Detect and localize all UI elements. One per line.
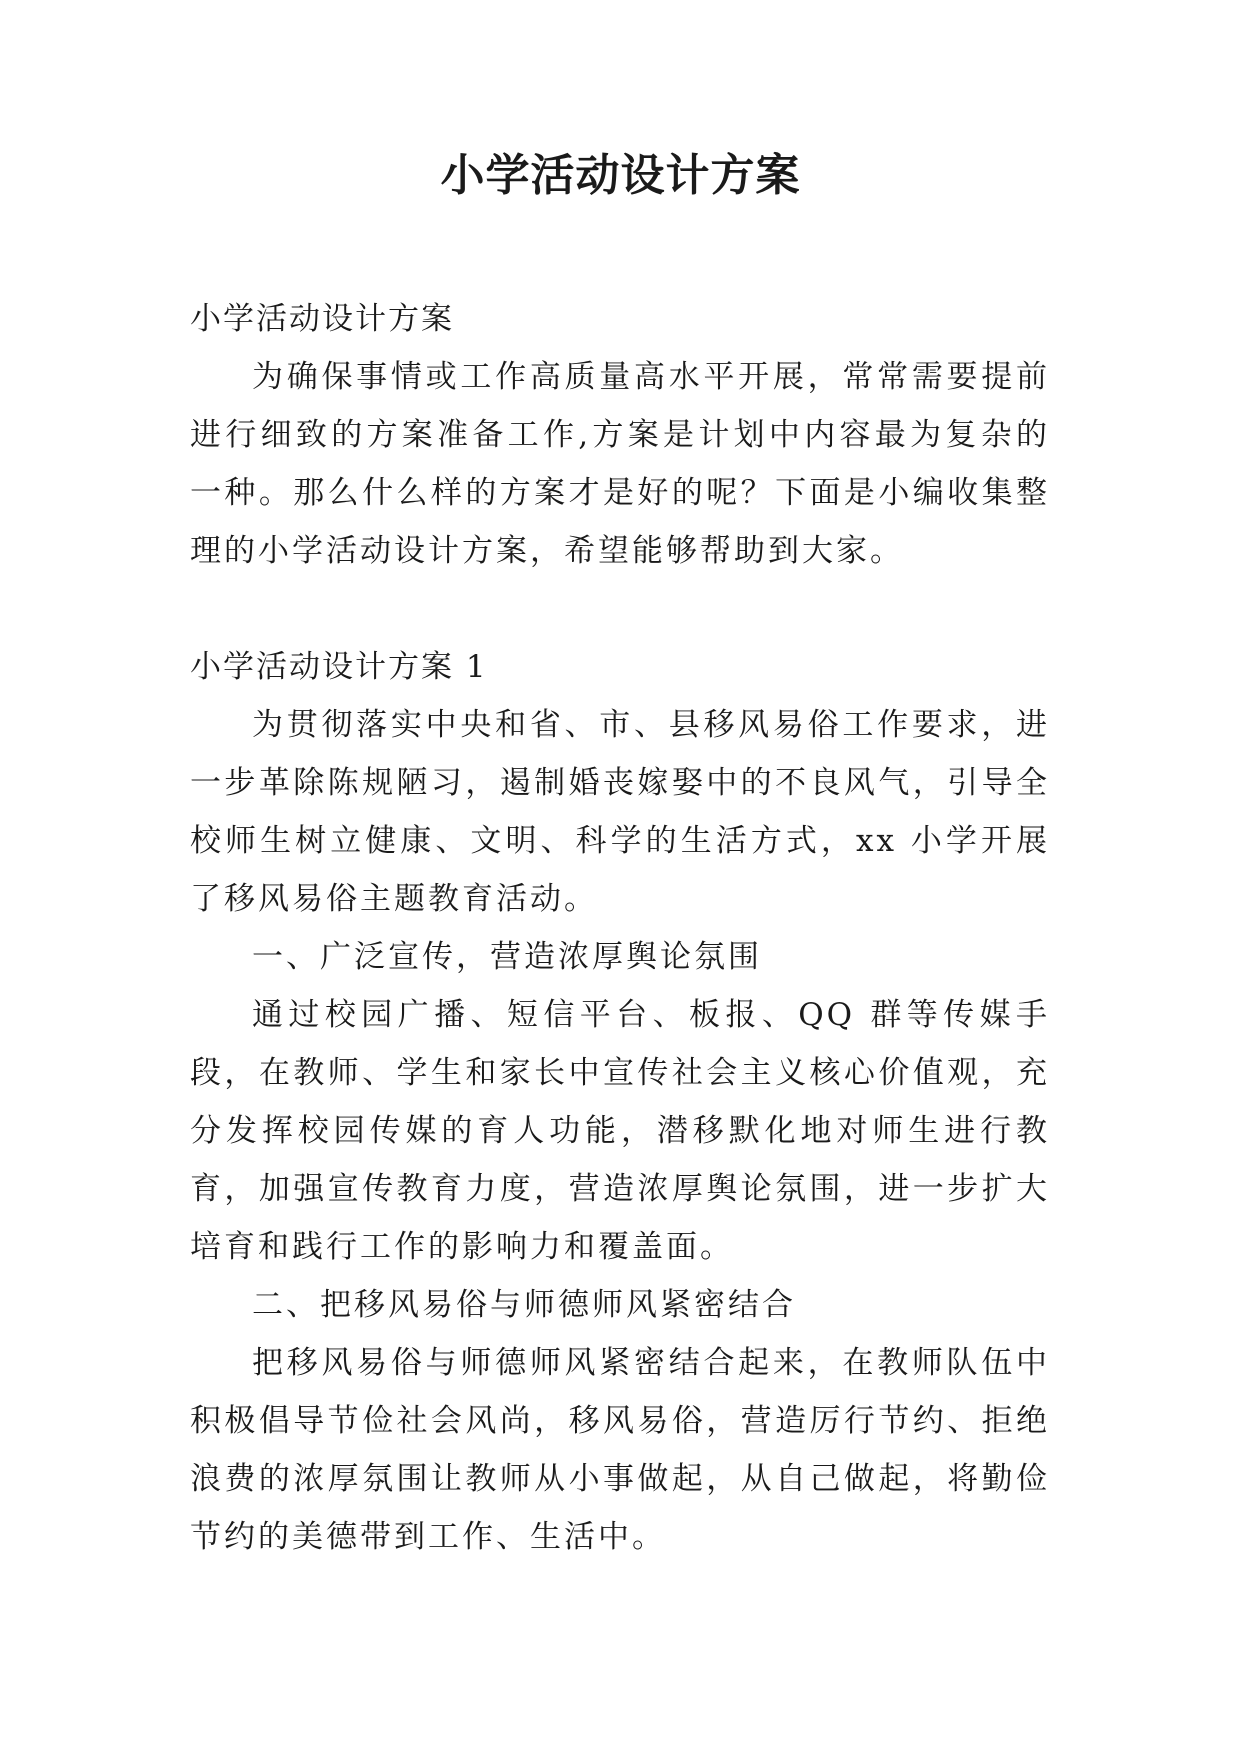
- section1-paragraph: 为贯彻落实中央和省、市、县移风易俗工作要求，进一步革除陈规陋习，遏制婚丧嫁娶中的不良风气，引导全校师生树立健康、文明、科学的生活方式，xx 小学开展了移风易俗主题教育活动。: [190, 707, 1050, 917]
- document-title: 小学活动设计方案: [440, 150, 801, 201]
- heading-1-paragraph: 通过校园广播、短信平台、板报、QQ 群等传媒手段，在教师、学生和家长中宣传社会主义核心价值观，充分发挥校园传媒的育人功能，潜移默化地对师生进行教育，加强宣传教育力度，营造浓厚舆论氛围，进一步扩大培育和践行工作的影响力和覆盖面。: [190, 997, 1050, 1265]
- document-body: [190, 290, 1050, 1566]
- intro-subhead: 小学活动设计方案: [190, 301, 454, 337]
- heading-1: 一、广泛宣传，营造浓厚舆论氛围: [252, 939, 762, 975]
- intro-paragraph: 为确保事情或工作高质量高水平开展，常常需要提前进行细致的方案准备工作,方案是计划中内容最为复杂的一种。那么什么样的方案才是好的呢？下面是小编收集整理的小学活动设计方案，希望能够帮助到大家。: [190, 359, 1050, 569]
- section-spacer: [190, 580, 1050, 638]
- section1-subhead: 小学活动设计方案 1: [190, 649, 488, 685]
- heading-2: 二、把移风易俗与师德师风紧密结合: [252, 1287, 796, 1323]
- heading-2-paragraph: 把移风易俗与师德师风紧密结合起来，在教师队伍中积极倡导节俭社会风尚，移风易俗，营造厉行节约、拒绝浪费的浓厚氛围让教师从小事做起，从自己做起，将勤俭节约的美德带到工作、生活中。: [190, 1345, 1050, 1555]
